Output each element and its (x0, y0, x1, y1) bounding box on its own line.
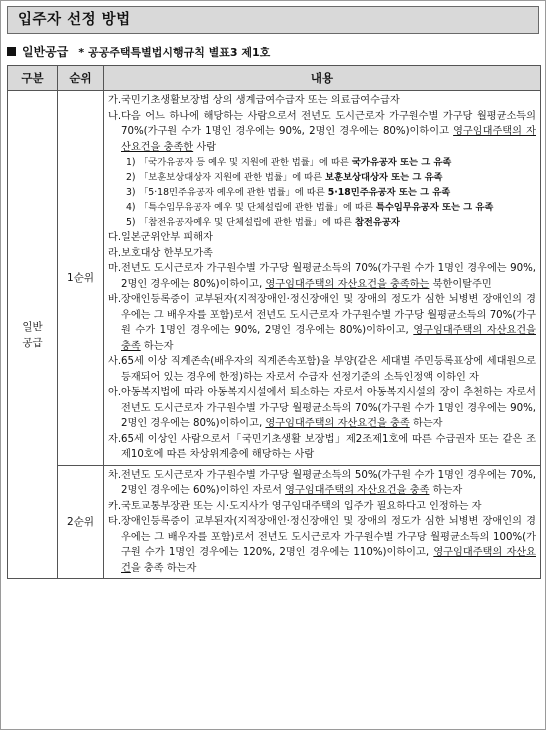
sub-item-marker: 2) (126, 172, 136, 183)
item-text (121, 292, 536, 354)
square-bullet-icon (7, 47, 16, 56)
bold-text: 특수임무유공자 또는 그 유족 (375, 202, 494, 213)
category-cell (8, 91, 58, 579)
list-item (108, 468, 536, 499)
category-label: 일반 공급 (22, 320, 43, 349)
underlined-text: 영구임대주택의 자산요건을 충족 (265, 418, 410, 429)
text-segment: 「5·18민주유공자 예우에 관한 법률」에 따른 (139, 187, 328, 198)
table-row-rank1 (8, 91, 541, 466)
item-marker: 바. (108, 294, 122, 305)
sub-item-marker: 3) (126, 187, 136, 198)
header-rank: 순위 (58, 66, 104, 91)
underlined-text: 영구임대주택의 자산요건 (121, 547, 536, 574)
sub-item (108, 170, 536, 185)
item-marker: 가. (108, 95, 122, 106)
item-text (121, 354, 536, 385)
text-segment: 장애인등록증이 교부된자(지적장애인·정신장애인 및 장애의 정도가 심한 뇌병변 장애인의 경우에는 그 배우자를 포함)로서 전년도 도시근로자 가구원수별 가구당 월평균소득의 70%(가구원 수가 1명인 경우에는 90%, 2명인 경우에는 80%)이하이고, (121, 294, 536, 336)
item-text (121, 514, 536, 576)
list-item (108, 93, 536, 109)
section-note: * 공공주택특별법시행규칙 별표3 제1호 (78, 46, 271, 59)
item-text (121, 109, 536, 156)
list-item (108, 230, 536, 246)
item-marker: 사. (108, 356, 122, 367)
list-item (108, 261, 536, 292)
text-segment: 일본군위안부 피해자 (121, 232, 213, 243)
text-segment: 65세 이상 직계존속(배우자의 직계존속포함)을 부양(같은 세대별 주민등록표상에 세대원으로 등재되어 있는 경우에 한정)하는 자로서 수급자 선정기준의 소득인정액 이하인 자 (121, 356, 536, 383)
text-segment: 을 충족 하는자 (130, 562, 197, 574)
sub-item (108, 200, 536, 215)
item-text (121, 499, 536, 515)
page-title: 입주자 선정 방법 (7, 6, 539, 34)
list-item (108, 514, 536, 576)
text-segment: 「보훈보상대상자 지원에 관한 법률」에 따른 (139, 172, 326, 183)
list-item (108, 385, 536, 432)
text-segment: 하는자 (409, 418, 443, 429)
underlined-text: 영구임대주택의 자산요건을 충족 (285, 485, 430, 496)
item-text (121, 432, 536, 463)
sub-item (108, 215, 536, 230)
text-segment: 보호대상 한부모가족 (121, 247, 213, 259)
selection-table (7, 65, 541, 579)
item-marker: 아. (108, 387, 122, 398)
text-segment: 「국가유공자 등 예우 및 지원에 관한 법률」에 따른 (139, 157, 352, 168)
text-segment: 「특수임무유공자 예우 및 단체설립에 관한 법률」에 따른 (139, 202, 376, 213)
list-item (108, 499, 536, 515)
item-marker: 라. (108, 247, 122, 259)
item-marker: 타. (108, 516, 122, 527)
sub-item-marker: 4) (126, 202, 136, 213)
list-item (108, 246, 536, 262)
sub-item-text (139, 185, 536, 200)
item-marker: 차. (108, 469, 122, 481)
underlined-text: 영구임대주택의 자산요건을 충족한 (121, 126, 536, 153)
list-item (108, 292, 536, 354)
item-text (121, 261, 536, 292)
bold-text: 보훈보상대상자 또는 그 유족 (325, 172, 443, 183)
rank2-content (104, 465, 541, 579)
text-segment: 전년도 도시근로자 가구원수별 가구당 월평균소득의 50%(가구원 수가 1명인 경우에는 70%, 2명인 경우에는 60%)이하인 자로서 (121, 469, 536, 496)
text-segment: 국민기초생활보장법 상의 생계급여수급자 또는 의료급여수급자 (121, 95, 400, 106)
item-marker: 카. (108, 500, 122, 512)
text-segment: 북한이탈주민 (429, 278, 492, 290)
underlined-text: 영구임대주택의 자산요건을 충족하는 (265, 278, 430, 290)
table-header-row (8, 66, 541, 91)
sub-item (108, 185, 536, 200)
text-segment: 다음 어느 하나에 해당하는 사람으로서 전년도 도시근로자 가구원수별 가구당 월평균소득의 70%(가구원 수가 1명인 경우에는 90%, 2명인 경우에는 80%)이하이고 (121, 110, 536, 137)
rank1-content (104, 91, 541, 466)
text-segment: 장애인등록증이 교부된자(지적장애인·정신장애인 및 장애의 정도가 심한 뇌병변 장애인의 경우에는 그 배우자를 포함)로서 전년도 도시근로자 가구원수별 가구당 월평균소득의 100%(가구원 수가 1명인 경우에는 120%, 2명인 경우에는 110%)이하이고, (121, 516, 536, 558)
sub-item-text (139, 215, 536, 230)
bold-text: 국가유공자 또는 그 유족 (351, 157, 452, 168)
text-segment: 하는자 (429, 485, 463, 496)
rank1-label: 1순위 (67, 271, 94, 284)
item-text (121, 385, 536, 432)
item-text (121, 468, 536, 499)
sub-item-marker: 1) (126, 157, 136, 168)
text-segment: 아동복지법에 따라 아동복지시설에서 퇴소하는 자로서 아동복지시설의 장이 추천하는 자로서 전년도 도시근로자 가구원수별 가구당 월평균소득의 70%(가구원 수가 1명인 경우에는 90%, 2명인 경우에는 80%)이하이고, (121, 387, 536, 429)
text-segment: 하는자 (140, 340, 174, 352)
list-item (108, 354, 536, 385)
bold-text: 5·18민주유공자 또는 그 유족 (327, 187, 451, 198)
text-segment: 국토교통부장관 또는 시·도지사가 영구임대주택의 입주가 필요하다고 인정하는 자 (121, 500, 482, 512)
table-row-rank2 (8, 465, 541, 579)
list-item (108, 432, 536, 463)
sub-item (108, 155, 536, 170)
item-marker: 자. (108, 433, 122, 445)
item-text (121, 230, 536, 246)
text-segment: 사람 (193, 141, 217, 153)
sub-item-marker: 5) (126, 217, 136, 228)
header-category: 구분 (8, 66, 58, 91)
item-text (121, 93, 536, 109)
rank2-label: 2순위 (67, 515, 94, 528)
rank1-cell (58, 91, 104, 466)
item-marker: 다. (108, 232, 122, 243)
item-marker: 나. (108, 110, 122, 122)
section-heading (7, 43, 270, 60)
section-label: 일반공급 (22, 45, 69, 59)
text-segment: 65세 이상인 사람으로서「국민기초생활 보장법」제2조제1호에 따른 수급권자 또는 같은 조 제10호에 따른 차상위계층에 해당하는 사람 (121, 433, 536, 460)
item-marker: 마. (108, 263, 122, 274)
item-text (121, 246, 536, 262)
rank2-cell (58, 465, 104, 579)
text-segment: 「참전유공자예우 및 단체설립에 관한 법률」에 따른 (139, 217, 355, 228)
header-content: 내용 (104, 66, 541, 91)
bold-text: 참전유공자 (354, 217, 400, 228)
text-segment: 전년도 도시근로자 가구원수별 가구당 월평균소득의 70%(가구원 수가 1명인 경우에는 90%, 2명인 경우에는 80%)이하이고, (121, 263, 536, 290)
underlined-text: 영구임대주택의 자산요건을 충족 (121, 325, 536, 352)
sub-item-text (139, 170, 536, 185)
sub-item-text (139, 155, 536, 170)
sub-item-text (139, 200, 536, 215)
list-item (108, 109, 536, 156)
